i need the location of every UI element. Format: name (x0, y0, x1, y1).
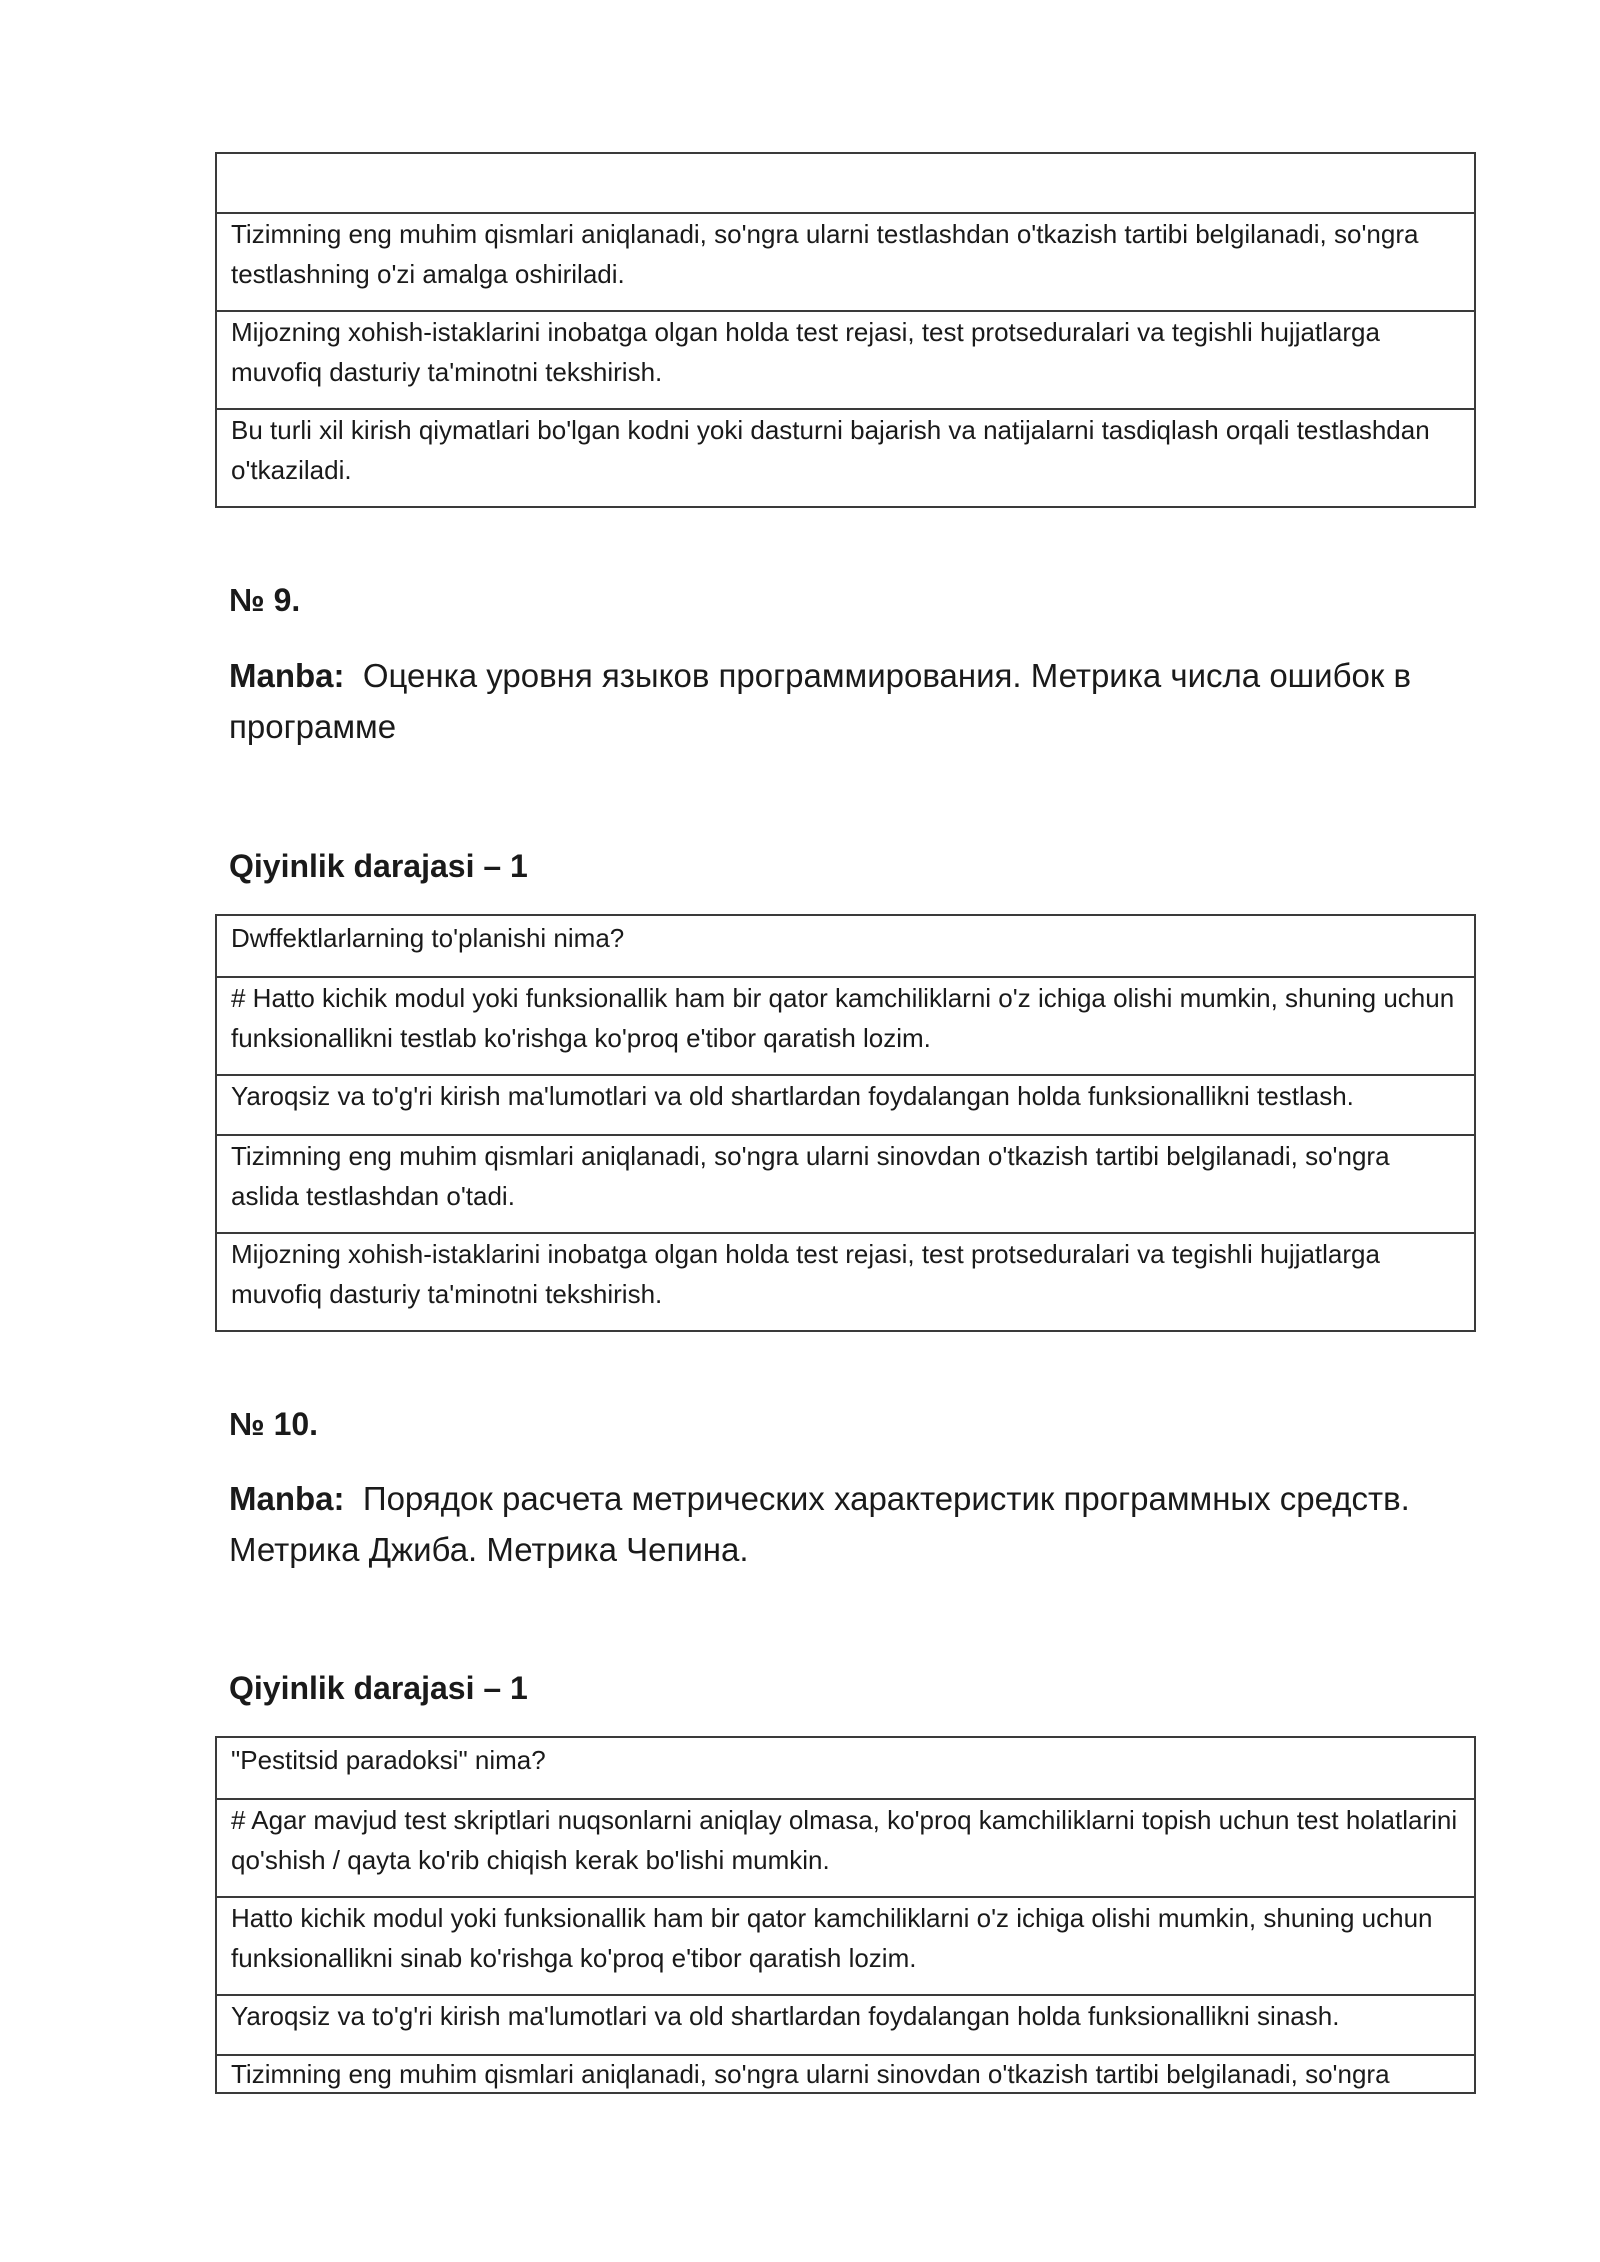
answer-option: Tizimning eng muhim qismlari aniqlanadi, so'ngra ularni sinovdan o'tkazish tartibi belgilanadi, so'ngra aslida testlashdan o'tadi. (216, 1135, 1475, 1233)
question-number: № 9. (229, 582, 301, 618)
empty-cell (216, 153, 1475, 213)
source-line (229, 650, 1489, 752)
correct-answer: # Hatto kichik modul yoki funksionallik ham bir qator kamchiliklarni o'z ichiga olishi mumkin, shuning uchun funksionallikni testlab ko'rishga ko'proq e'tibor qaratish lozim. (216, 977, 1475, 1075)
source-text: Оценка уровня языков программирования. Метрика числа ошибок в программе (229, 657, 1411, 745)
table-row (216, 153, 1475, 213)
table-row (216, 1737, 1475, 1799)
answers-table-q9 (215, 914, 1476, 1332)
answer-option: Bu turli xil kirish qiymatlari bo'lgan kodni yoki dasturni bajarish va natijalarni tasdiqlash orqali testlashdan o'tkaziladi. (216, 409, 1475, 507)
source-label: Manba: (229, 657, 345, 694)
table-row (216, 1995, 1475, 2055)
answer-option: Yaroqsiz va to'g'ri kirish ma'lumotlari va old shartlardan foydalangan holda funksionallikni sinash. (216, 1995, 1475, 2055)
answers-table-q10 (215, 1736, 1476, 2094)
answer-option: Tizimning eng muhim qismlari aniqlanadi, so'ngra ularni sinovdan o'tkazish tartibi belgilanadi, so'ngra (216, 2055, 1475, 2093)
table-row (216, 311, 1475, 409)
difficulty-level: Qiyinlik darajasi – 1 (229, 1670, 528, 1706)
source-line (229, 1473, 1489, 1575)
question-text: Dwffektlarlarning to'planishi nima? (216, 915, 1475, 977)
table-row (216, 1233, 1475, 1331)
table-row (216, 1075, 1475, 1135)
difficulty-level: Qiyinlik darajasi – 1 (229, 848, 528, 884)
correct-answer: # Agar mavjud test skriptlari nuqsonlarni aniqlay olmasa, ko'proq kamchiliklarni topish uchun test holatlarini qo'shish / qayta ko'rib chiqish kerak bo'lishi mumkin. (216, 1799, 1475, 1897)
table-row (216, 409, 1475, 507)
answer-option: Mijozning xohish-istaklarini inobatga olgan holda test rejasi, test protseduralari va tegishli hujjatlarga muvofiq dasturiy ta'minotni tekshirish. (216, 1233, 1475, 1331)
table-row (216, 977, 1475, 1075)
table-row (216, 1897, 1475, 1995)
answers-table-prev (215, 152, 1476, 508)
table-row (216, 1799, 1475, 1897)
table-row (216, 1135, 1475, 1233)
question-number: № 10. (229, 1406, 319, 1442)
answer-option: Mijozning xohish-istaklarini inobatga olgan holda test rejasi, test protseduralari va tegishli hujjatlarga muvofiq dasturiy ta'minotni tekshirish. (216, 311, 1475, 409)
source-text: Порядок расчета метрических характеристик программных средств. Метрика Джиба. Метрика Чепина. (229, 1480, 1410, 1568)
table-row (216, 915, 1475, 977)
question-text: "Pestitsid paradoksi" nima? (216, 1737, 1475, 1799)
table-row (216, 213, 1475, 311)
answer-option: Yaroqsiz va to'g'ri kirish ma'lumotlari va old shartlardan foydalangan holda funksionallikni testlash. (216, 1075, 1475, 1135)
source-label: Manba: (229, 1480, 345, 1517)
answer-option: Hatto kichik modul yoki funksionallik ham bir qator kamchiliklarni o'z ichiga olishi mumkin, shuning uchun funksionallikni sinab ko'rishga ko'proq e'tibor qaratish lozim. (216, 1897, 1475, 1995)
table-row (216, 2055, 1475, 2093)
answer-option: Tizimning eng muhim qismlari aniqlanadi, so'ngra ularni testlashdan o'tkazish tartibi belgilanadi, so'ngra testlashning o'zi amalga oshiriladi. (216, 213, 1475, 311)
